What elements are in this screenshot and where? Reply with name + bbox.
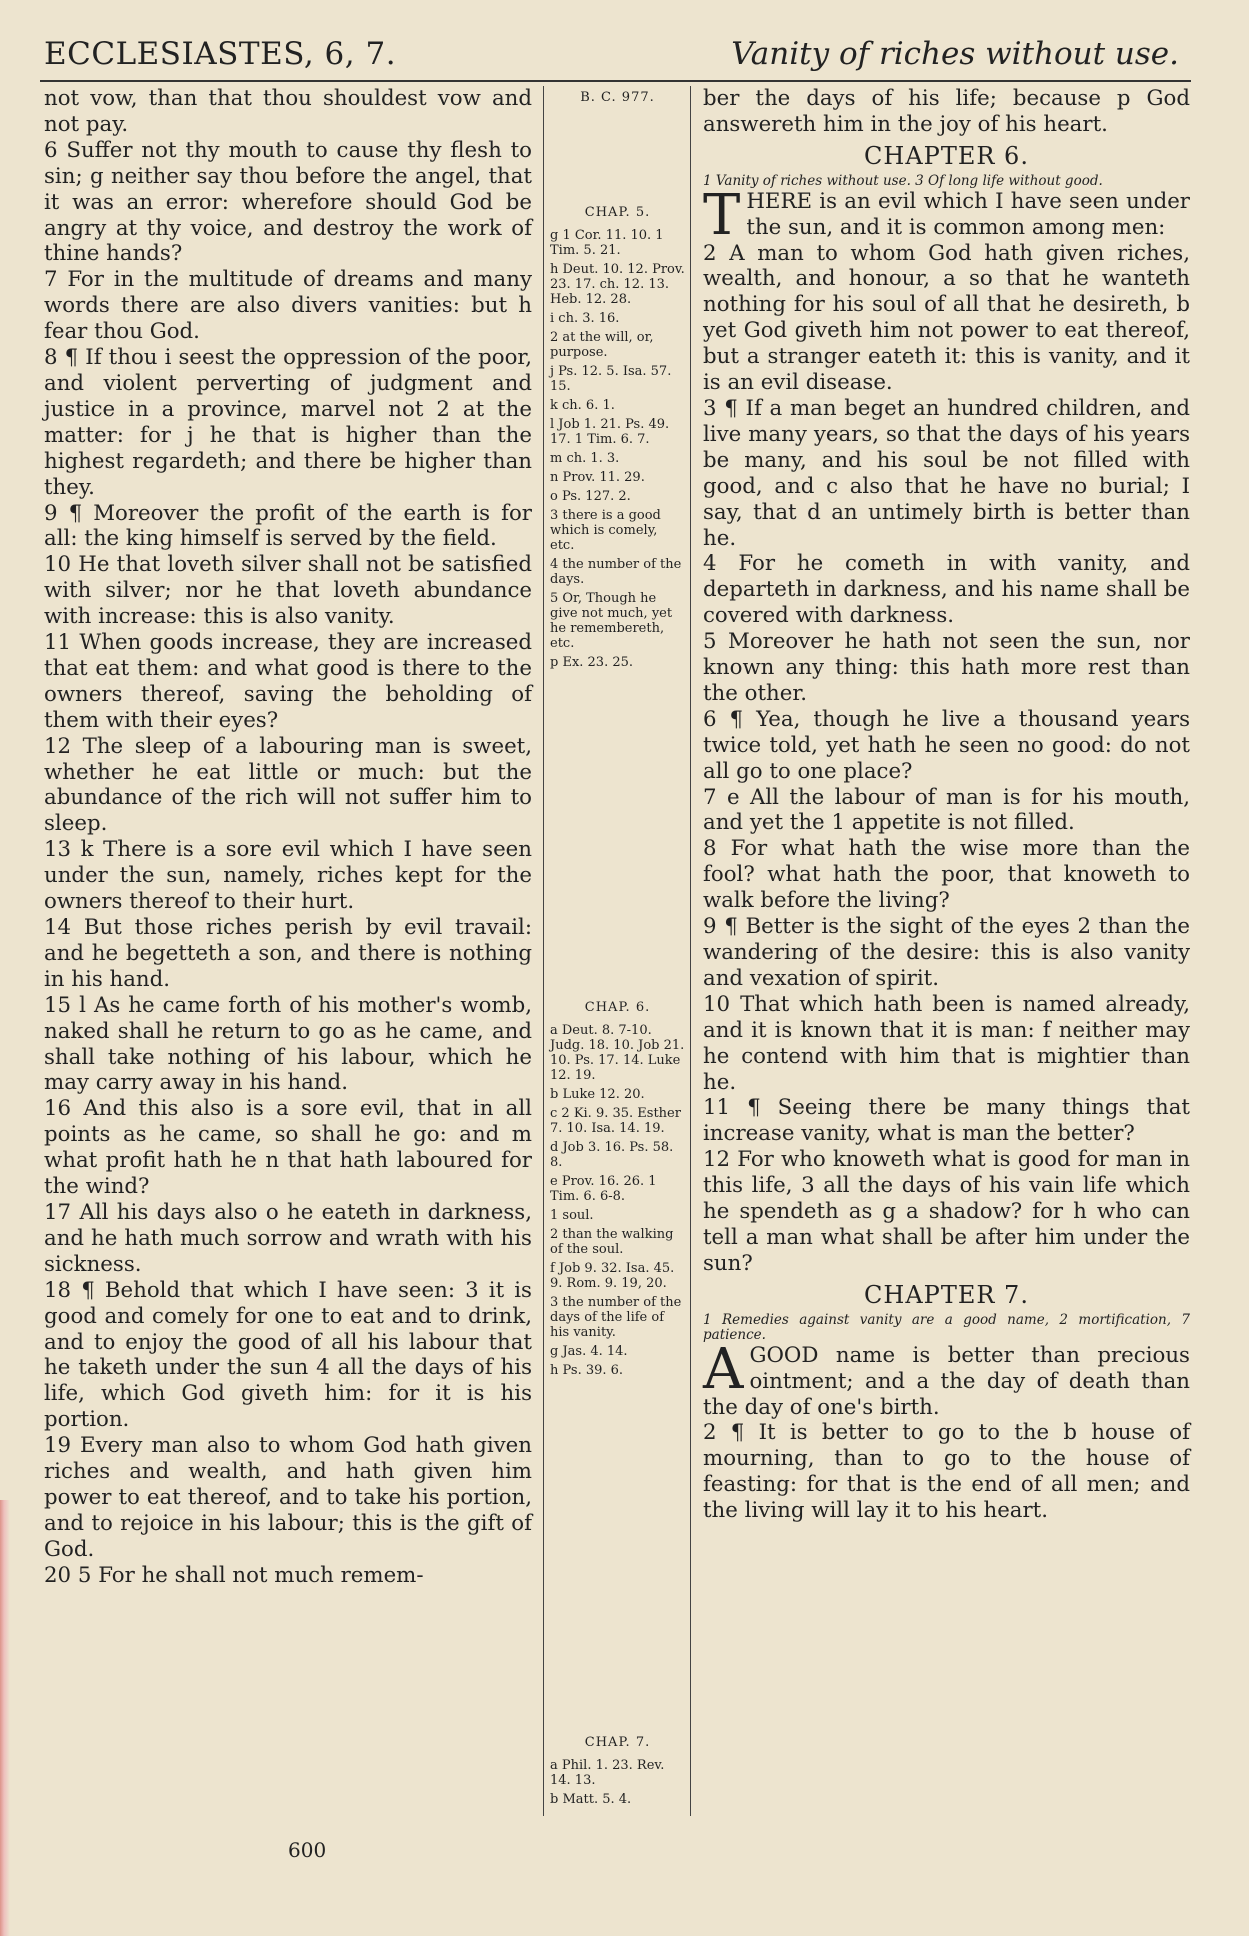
verse: 2 A man to whom God hath given riches, wealth, and honour, a so that he wanteth nothing for his soul of all that he desireth, b yet God giveth him not power to eat thereof, but a stranger eateth it: this is vanity, and it is an evil disease. <box>703 240 1190 396</box>
page-number: 600 <box>288 1838 327 1862</box>
reference-note: g 1 Cor. 11. 10. 1 Tim. 5. 21. <box>550 228 664 258</box>
verse: 20 5 For he shall not much remem- <box>44 1562 424 1588</box>
verse: 7 e All the labour of man is for his mouth, and yet the 1 appetite is not filled. <box>703 784 1190 836</box>
chapter-6-heading: CHAPTER 6. <box>864 141 1029 170</box>
verse: 7 For in the multitude of dreams and many words there are also divers vanities: but h fear thou God. <box>44 267 532 345</box>
reference-note: b Matt. 5. 4. <box>550 1792 632 1807</box>
edge-stain <box>0 1500 10 1936</box>
page-subtitle: Vanity of riches without use. <box>731 36 1179 72</box>
reference-note: m ch. 1. 3. <box>550 451 620 466</box>
reference-note: 3 the number of the days of the life of his vanity. <box>550 1295 682 1340</box>
verse: 12 The sleep of a labouring man is sweet, whether he eat little or much: but the abundance of the rich will not suffer him to sleep. <box>44 733 532 837</box>
verse: 15 l As he came forth of his mother's womb, naked shall he return to go as he came, and shall take nothing of his labour, which he may carry away in his hand. <box>44 992 532 1096</box>
reference-note: g Jas. 4. 14. <box>550 1344 628 1359</box>
reference-note: l Job 1. 21. Ps. 49. 17. 1 Tim. 6. 7. <box>550 417 670 447</box>
verse: 4 For he cometh in with vanity, and departeth in darkness, and his name shall be covered with darkness. <box>703 551 1190 629</box>
chap7-ref-heading: CHAP. 7. <box>584 1735 651 1750</box>
chap5-ref-heading: CHAP. 5. <box>584 205 651 220</box>
reference-note: p Ex. 23. 25. <box>550 655 634 670</box>
verse: 5 Moreover he hath not seen the sun, nor known any thing: this hath more rest than the other. <box>703 629 1190 706</box>
reference-note: i ch. 3. 16. <box>550 311 620 326</box>
verse: 11 When goods increase, they are increased that eat them: and what good is there to the owners thereof, saving the beholding of them with their eyes? <box>44 630 532 733</box>
verse: 6 Suffer not thy mouth to cause thy flesh to sin; g neither say thou before the angel, that it was an error: wherefore should God be angry at thy voice, and destroy the work of thine hands? <box>44 137 532 267</box>
reference-note: c 2 Ki. 9. 35. Esther 7. 10. Isa. 14. 19. <box>550 1106 681 1136</box>
margin-date: B. C. 977. <box>580 90 655 105</box>
verse: 6 ¶ Yea, though he live a thousand years twice told, yet hath he seen no good: do not all go to one place? <box>703 706 1190 784</box>
reference-note: d Job 3. 16. Ps. 58. 8. <box>550 1140 674 1170</box>
reference-note: 3 there is a good which is comely, etc. <box>550 508 661 553</box>
verse: 12 For who knoweth what is good for man in this life, 3 all the days of his vain life which he spendeth as g a shadow? for h who can tell a man what shall be after him under the sun? <box>703 1147 1190 1276</box>
verse: 8 ¶ If thou i seest the oppression of the poor, and violent perverting of judgment and justice in a province, marvel not 2 at the matter: for j he that is higher than the highest regardeth; and there be higher than they. <box>44 345 532 500</box>
verse: GOOD name is better than precious ointment; and a the day of death than the day of one's birth. <box>703 1342 1190 1420</box>
verse: 13 k There is a sore evil which I have seen under the sun, namely, riches kept for the owners thereof to their hurt. <box>44 837 532 915</box>
column-divider-left <box>543 86 544 1816</box>
chapter-6-summary: 1 Vanity of riches without use. 3 Of long life without good. <box>703 172 1103 189</box>
verse: 3 ¶ If a man beget an hundred children, and live many years, so that the days of his years be many, and his soul be not filled with good, and c also that he have no burial; I say, that d an untimely birth is better than he. <box>703 395 1190 551</box>
reference-note: h Deut. 10. 12. Prov. 23. 17. ch. 12. 13. Heb. 12. 28. <box>550 262 685 307</box>
verse: not vow, than that thou shouldest vow and not pay. <box>44 86 532 137</box>
book-title: ECCLESIASTES, 6, 7. <box>44 36 397 72</box>
verse: 8 For what hath the wise more than the fool? what hath the poor, that knoweth to walk before the living? <box>703 836 1190 914</box>
right-text-column <box>703 86 1190 1524</box>
chap5-references <box>550 205 685 674</box>
reference-note: h Ps. 39. 6. <box>550 1363 624 1378</box>
reference-note: j Ps. 12. 5. Isa. 57. 15. <box>550 364 672 394</box>
margin-date-block <box>550 90 685 113</box>
reference-note: 1 soul. <box>550 1208 594 1223</box>
chap7-references <box>550 1735 685 1811</box>
verse: 17 All his days also o he eateth in darkness, and he hath much sorrow and wrath with his sickness. <box>44 1199 532 1277</box>
dropcap: T <box>703 182 741 248</box>
verse: 9 ¶ Moreover the profit of the earth is for all: the king himself is served by the field. <box>44 500 532 552</box>
reference-note: 4 the number of the days. <box>550 557 682 587</box>
verse: 16 And this also is a sore evil, that in all points as he came, so shall he go: and m what profit hath he n that hath laboured for the wind? <box>44 1096 532 1200</box>
verse: 14 But those riches perish by evil travail: and he begetteth a son, and there is nothing in his hand. <box>44 915 532 992</box>
chap6-ref-heading: CHAP. 6. <box>584 1000 651 1015</box>
reference-note: a Deut. 8. 7-10. Judg. 18. 10. Job 21. 10. Ps. 17. 14. Luke 12. 19. <box>550 1023 685 1083</box>
reference-note: a Phil. 1. 23. Rev. 14. 13. <box>550 1758 665 1788</box>
verse: 10 That which hath been is named already, and it is known that it is man: f neither may he contend with him that is mightier than he. <box>703 991 1190 1095</box>
verse: 9 ¶ Better is the sight of the eyes 2 than the wandering of the desire: this is also vanity and vexation of spirit. <box>703 914 1190 991</box>
reference-note: e Prov. 16. 26. 1 Tim. 6. 6-8. <box>550 1174 657 1204</box>
reference-note: f Job 9. 32. Isa. 45. 9. Rom. 9. 19, 20. <box>550 1261 675 1291</box>
header-rule <box>40 80 1191 82</box>
reference-note: 2 at the will, or, purpose. <box>550 330 654 360</box>
verse: 11 ¶ Seeing there be many things that increase vanity, what is man the better? <box>703 1095 1190 1147</box>
reference-note: b Luke 12. 20. <box>550 1087 645 1102</box>
verse: HERE is an evil which I have seen under the sun, and it is common among men: <box>746 188 1190 240</box>
verse: 2 ¶ It is better to go to the b house of mourning, than to go to the house of feasting: for that is the end of all men; and the living will lay it to his heart. <box>703 1420 1190 1524</box>
column-divider-right <box>690 86 691 1816</box>
chap6-references <box>550 1000 685 1382</box>
chapter-7-heading: CHAPTER 7. <box>864 1280 1029 1309</box>
chapter-7-summary: 1 Remedies against vanity are a good name, 2 mortification, 7 patience. <box>703 1311 1190 1343</box>
left-text-column <box>44 86 532 1589</box>
reference-note: 2 than the walking of the soul. <box>550 1227 674 1257</box>
verse: 19 Every man also to whom God hath given riches and wealth, and hath given him power to eat thereof, and to take his portion, and to rejoice in his labour; this is the gift of God. <box>44 1433 532 1562</box>
reference-note: k ch. 6. 1. <box>550 398 615 413</box>
dropcap: A <box>703 1336 744 1402</box>
reference-note: o Ps. 127. 2. <box>550 489 631 504</box>
verse: 10 He that loveth silver shall not be satisfied with silver; nor he that loveth abundance with increase: this is also vanity. <box>44 552 532 630</box>
reference-note: 5 Or, Though he give not much, yet he remembereth, etc. <box>550 591 673 651</box>
reference-note: n Prov. 11. 29. <box>550 470 645 485</box>
verse: 18 ¶ Behold that which I have seen: 3 it is good and comely for one to eat and to drink, and to enjoy the good of all his labour that he taketh under the sun 4 all the days of his life, which God giveth him: for it is his portion. <box>44 1277 532 1433</box>
verse-continuation: ber the days of his life; because p God answereth him in the joy of his heart. <box>703 86 1190 137</box>
